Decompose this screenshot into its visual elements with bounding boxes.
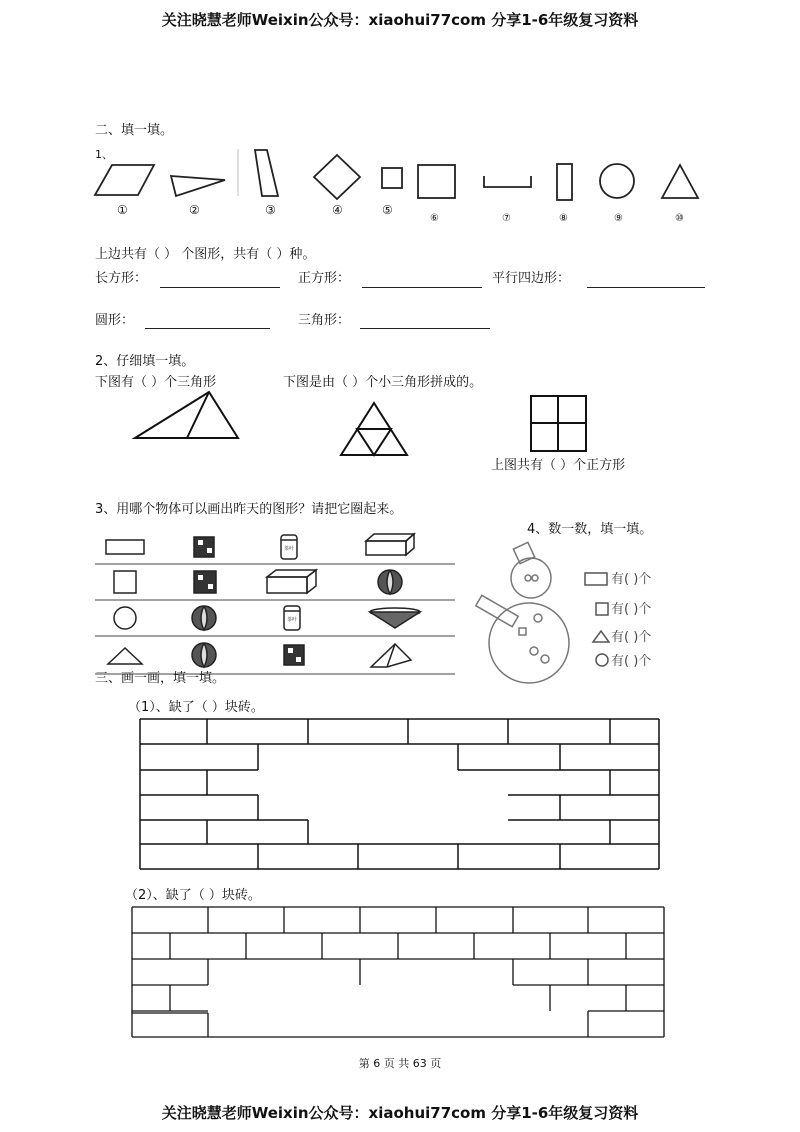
shape-number-3: ③ [265, 203, 276, 217]
square-label: 正方形： [298, 271, 351, 286]
q2-left-text: 下图有（ ）个三角形 [95, 375, 217, 390]
shape-number-6: ⑥ [430, 213, 439, 224]
shape-number-9: ⑨ [614, 213, 623, 224]
q3-title: 3、用哪个物体可以画出昨天的图形？请把它圈起来。 [95, 502, 403, 517]
circle-label: 圆形： [95, 313, 135, 328]
shape-number-8: ⑧ [559, 213, 568, 224]
triangle-label: 三角形： [298, 313, 351, 328]
can-label-2: 茶叶 [287, 617, 298, 623]
shape-number-10: ⑩ [675, 213, 684, 224]
section-2-title: 二、填一填。 [95, 123, 174, 138]
q4-row-square: 有( )个 [611, 602, 652, 617]
page-number: 第 6 页 共 63 页 [358, 1057, 442, 1070]
page-header: 关注晓慧老师Weixin公众号：xiaohui77com 分享1-6年级复习资料 [161, 11, 639, 29]
shape-number-4: ④ [332, 203, 343, 217]
page-footer: 关注晓慧老师Weixin公众号：xiaohui77com 分享1-6年级复习资料 [161, 1104, 639, 1122]
brick-q1-text: （1）、缺了（ ）块砖。 [128, 700, 264, 715]
q2-right-text: 上图共有（ ）个正方形 [491, 458, 626, 473]
shape-number-1: ① [117, 203, 128, 217]
brick-q2-text: （2）、缺了（ ）块砖。 [125, 888, 261, 903]
shape-number-5: ⑤ [382, 203, 393, 217]
q1-count-line: 上边共有（ ） 个图形，共有（ ）种。 [95, 247, 316, 262]
q4-row-circle: 有( )个 [611, 654, 652, 669]
q2-mid-text: 下图是由（ ）个小三角形拼成的。 [283, 375, 483, 390]
section-3-title: 三、画一画，填一填。 [95, 671, 226, 686]
q2-title: 2、仔细填一填。 [95, 354, 195, 369]
q4-row-triangle: 有( )个 [611, 630, 652, 645]
shape-number-7: ⑦ [502, 213, 511, 224]
shape-number-2: ② [189, 203, 200, 217]
q4-title: 4、数一数，填一填。 [527, 522, 653, 537]
rect-label: 长方形： [95, 271, 148, 286]
q1-label: 1、 [95, 148, 113, 161]
parallelogram-label: 平行四边形： [492, 271, 571, 286]
q4-row-rect: 有( )个 [611, 572, 652, 587]
can-label-1: 茶叶 [284, 546, 295, 552]
